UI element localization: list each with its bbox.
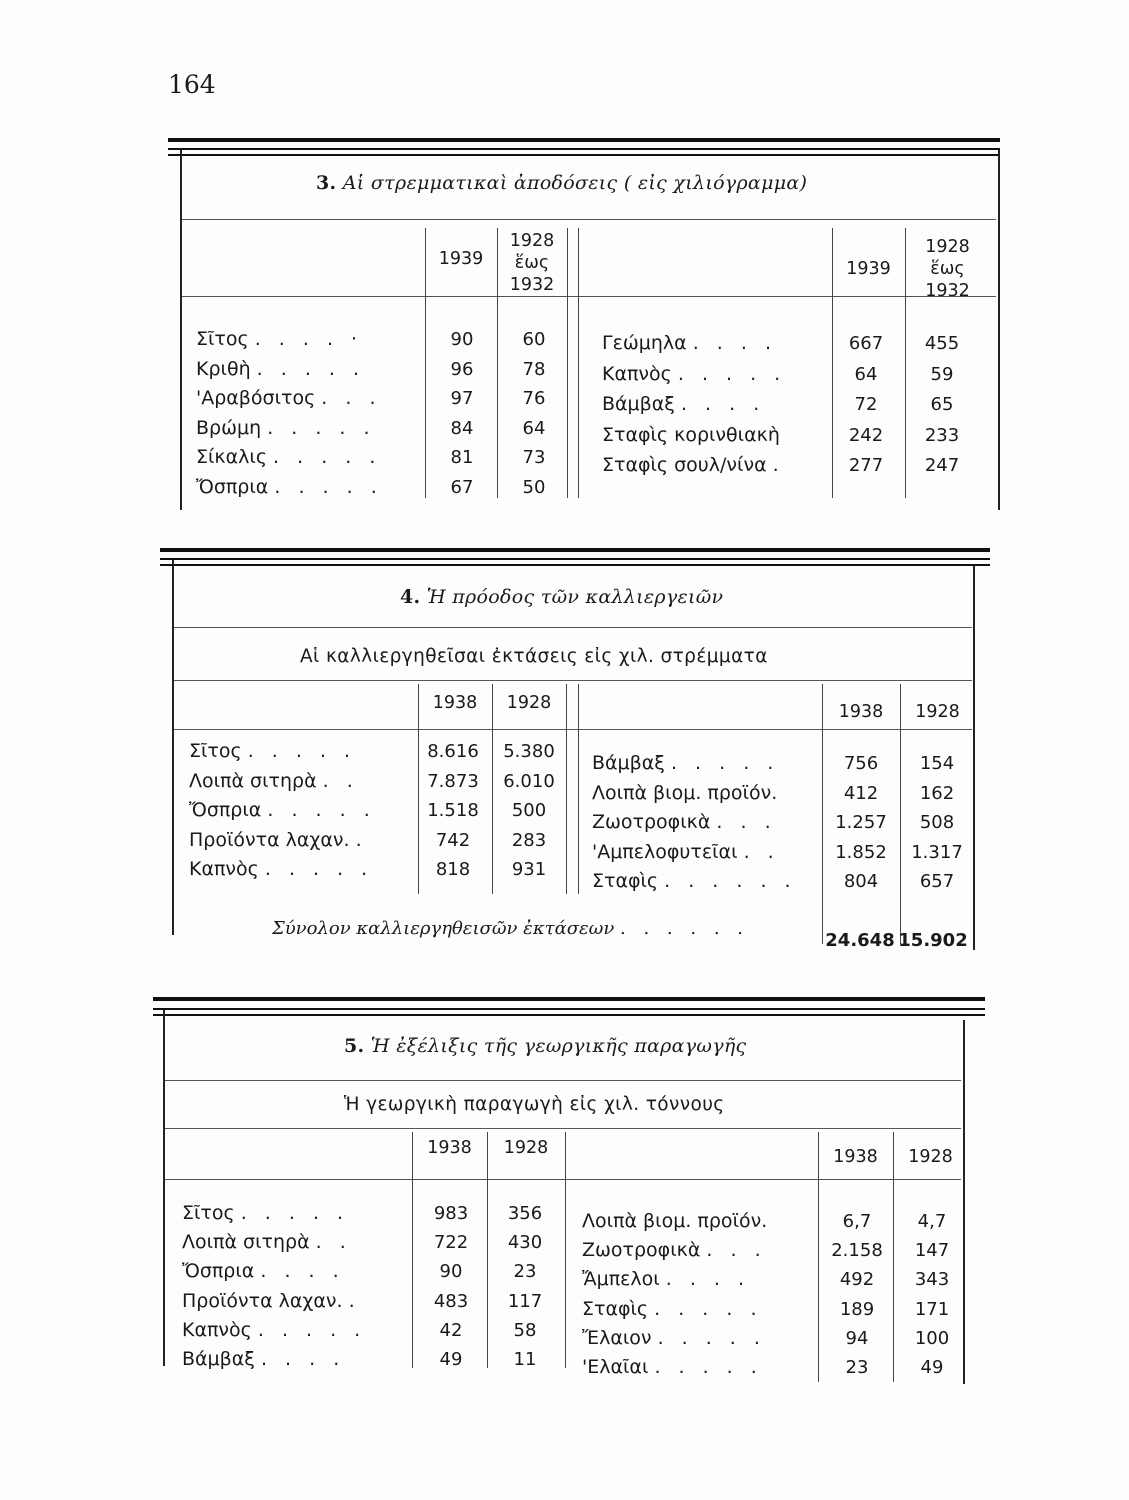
cell-value: 59 xyxy=(930,363,954,385)
header-1928-left: 1928 xyxy=(506,693,552,713)
cell-value: 343 xyxy=(914,1269,950,1291)
row-leader-dots: . xyxy=(772,454,785,476)
header-1928-right: 1928 xyxy=(908,1147,953,1167)
cell-value: 5.380 xyxy=(503,741,555,762)
cell-value: 23 xyxy=(845,1357,869,1378)
cell-value: 84 xyxy=(450,417,474,439)
cell-value: 49 xyxy=(920,1357,944,1378)
row-leader-dots: . . . . . xyxy=(247,740,357,762)
cell-value: 8.616 xyxy=(427,741,479,762)
cell-value: 508 xyxy=(919,812,955,833)
row-label xyxy=(196,414,376,443)
cell-value: 756 xyxy=(843,753,879,774)
cell-value: 818 xyxy=(435,859,471,880)
cell-value: 117 xyxy=(507,1290,543,1312)
cell-value: 6,7 xyxy=(842,1211,872,1232)
cell-value: 722 xyxy=(433,1232,469,1254)
row-leader-dots: . . . . xyxy=(260,1348,346,1370)
row-label xyxy=(582,1236,767,1265)
row-leader-dots: . . . . xyxy=(692,332,777,354)
cell-value: 96 xyxy=(450,358,474,380)
row-label xyxy=(182,1316,366,1345)
row-label-text: Σταφὶς σουλ/νίνα xyxy=(602,454,767,476)
row-leader-dots: . . . . . xyxy=(267,416,376,439)
cell-value: 804 xyxy=(843,871,879,892)
row-leader-dots: . . xyxy=(322,769,359,792)
cell-value: 657 xyxy=(919,871,955,892)
row-label xyxy=(182,1287,361,1316)
row-label xyxy=(592,749,779,778)
cell-value: 247 xyxy=(924,455,960,476)
row-label xyxy=(189,767,359,796)
cell-value: 147 xyxy=(914,1240,950,1262)
row-leader-dots: . . . . . xyxy=(264,858,374,880)
cell-value: 492 xyxy=(839,1269,875,1291)
row-label-text: Σῖτος xyxy=(189,740,242,762)
row-leader-dots: . . . xyxy=(321,387,382,409)
total-1938: 24.648 xyxy=(825,930,895,951)
row-label-text: Προϊόντα λαχαν. xyxy=(189,828,350,851)
cell-value: 60 xyxy=(522,329,546,350)
row-label-text: Ὄσπρια xyxy=(189,799,262,821)
row-leader-dots: . . . . . xyxy=(274,475,383,498)
cell-value: 412 xyxy=(843,782,879,804)
cell-value: 983 xyxy=(433,1203,469,1224)
cell-value: 64 xyxy=(522,417,546,439)
row-label xyxy=(196,325,363,354)
row-label xyxy=(182,1228,352,1257)
row-label xyxy=(196,355,365,384)
row-leader-dots: . . . . xyxy=(665,1268,751,1291)
row-label-text: Καπνὸς xyxy=(189,858,259,880)
row-leader-dots: . . . xyxy=(716,811,777,833)
row-leader-dots: . . . xyxy=(706,1239,767,1262)
row-leader-dots: . . . . . xyxy=(654,1297,763,1320)
row-label xyxy=(602,390,765,419)
row-label-text: Σταφὶς κορινθιακὴ xyxy=(602,423,780,446)
cell-value: 94 xyxy=(845,1327,869,1349)
row-label xyxy=(196,443,381,472)
row-label xyxy=(592,779,777,808)
row-label-text: Καπνὸς xyxy=(182,1318,252,1341)
header-1939-right: 1939 xyxy=(846,259,891,279)
cell-value: 455 xyxy=(924,333,960,354)
row-label-text: Ἄμπελοι xyxy=(582,1268,660,1291)
cell-value: 78 xyxy=(522,358,546,380)
row-label-text: Λοιπὰ σιτηρὰ xyxy=(182,1231,310,1254)
row-label xyxy=(189,855,373,884)
cell-value: 64 xyxy=(854,363,878,385)
section-4-title: 4. Ἡ πρόοδος τῶν καλλιεργειῶν xyxy=(400,586,724,608)
row-label xyxy=(189,826,368,855)
cell-value: 90 xyxy=(450,329,474,350)
row-label-text: Σταφὶς xyxy=(582,1297,649,1320)
cell-value: 483 xyxy=(433,1290,469,1312)
cell-value: 67 xyxy=(450,476,474,498)
header-1939-left: 1939 xyxy=(438,249,484,269)
header-1928-1932-left: 1928 ἕως 1932 xyxy=(509,231,555,295)
row-label-text: Σταφὶς xyxy=(592,870,659,892)
cell-value: 11 xyxy=(513,1349,537,1370)
header-1938-right: 1938 xyxy=(833,1147,878,1167)
cell-value: 277 xyxy=(848,455,884,476)
row-label xyxy=(592,808,777,837)
row-leader-dots: . . . . . xyxy=(654,1356,763,1378)
total-1928: 15.902 xyxy=(898,930,968,951)
section-4-subtitle: Αἱ καλλιεργηθεῖσαι ἐκτάσεις εἰς χιλ. στρέμματα xyxy=(300,646,768,667)
row-leader-dots: . . . . . xyxy=(256,357,366,380)
row-label-text: 'Αμπελοφυτεῖαι xyxy=(592,840,738,863)
row-label xyxy=(602,360,786,389)
row-leader-dots: . xyxy=(348,1289,361,1312)
cell-value: 171 xyxy=(914,1298,950,1320)
row-leader-dots: . . . . . xyxy=(657,1326,766,1349)
cell-value: 100 xyxy=(914,1327,950,1349)
row-leader-dots: . . . . . xyxy=(257,1318,367,1341)
row-label-text: Κριθὴ xyxy=(196,357,251,380)
row-label-text: Προϊόντα λαχαν. xyxy=(182,1289,343,1312)
cell-value: 154 xyxy=(919,753,955,774)
cell-value: 667 xyxy=(848,333,884,354)
cell-value: 1.518 xyxy=(427,800,479,821)
row-label xyxy=(602,451,785,480)
row-label xyxy=(602,329,777,358)
row-label-text: 'Αραβόσιτος xyxy=(196,387,316,409)
row-leader-dots: . . . . . xyxy=(670,752,780,774)
row-label-text: Ζωοτροφικὰ xyxy=(592,811,711,833)
cell-value: 189 xyxy=(839,1298,875,1320)
cell-value: 7.873 xyxy=(427,770,479,792)
cell-value: 90 xyxy=(439,1261,463,1283)
row-label xyxy=(196,384,382,413)
row-leader-dots: . . . . · xyxy=(254,328,364,350)
total-label: Σύνολον καλλιεργηθεισῶν ἐκτάσεων . . . . . . xyxy=(272,918,749,939)
cell-value: 42 xyxy=(439,1319,463,1341)
cell-value: 500 xyxy=(511,800,547,821)
row-leader-dots: . . . . . xyxy=(273,446,382,468)
row-leader-dots: . . xyxy=(315,1231,352,1254)
row-label-text: Ὄσπρια xyxy=(196,475,269,498)
row-leader-dots: . . . . . xyxy=(677,362,787,385)
cell-value: 97 xyxy=(450,388,474,409)
row-label-text: Βρώμη xyxy=(196,416,262,439)
row-label xyxy=(592,867,797,896)
header-1928-left: 1928 xyxy=(503,1138,549,1158)
row-leader-dots: . xyxy=(355,828,368,851)
cell-value: 23 xyxy=(513,1261,537,1283)
row-label-text: Βάμβαξ xyxy=(602,393,675,415)
cell-value: 76 xyxy=(522,388,546,409)
cell-value: 233 xyxy=(924,424,960,446)
section-5-title: 5. Ἡ ἐξέλιξις τῆς γεωργικῆς παραγωγῆς xyxy=(344,1035,747,1057)
row-leader-dots: . . . . xyxy=(680,393,766,415)
row-label xyxy=(182,1345,345,1374)
cell-value: 73 xyxy=(522,447,546,468)
section-5-subtitle: Ἡ γεωργικὴ παραγωγὴ εἰς χιλ. τόννους xyxy=(344,1094,725,1115)
row-label xyxy=(189,796,376,825)
row-label xyxy=(592,838,780,867)
row-label xyxy=(582,1265,750,1294)
row-leader-dots: . . . . . xyxy=(267,799,376,821)
row-leader-dots: . . . . . xyxy=(240,1202,350,1224)
row-label-text: Ζωοτροφικὰ xyxy=(582,1239,701,1262)
cell-value: 931 xyxy=(511,859,547,880)
header-1938-left: 1938 xyxy=(432,693,478,713)
header-1928-1932-right: 1928 ἕως 1932 xyxy=(925,237,970,301)
cell-value: 81 xyxy=(450,447,474,468)
row-leader-dots: . . . . xyxy=(260,1260,345,1283)
page-number: 164 xyxy=(168,70,216,99)
row-label-text: Λοιπὰ βιομ. προϊόν. xyxy=(582,1210,768,1232)
row-label-text: Βάμβαξ xyxy=(182,1348,255,1370)
row-label-text: Σίκαλις xyxy=(196,446,267,468)
row-label-text: Βάμβαξ xyxy=(592,752,665,774)
cell-value: 356 xyxy=(507,1203,543,1224)
header-1928-right: 1928 xyxy=(915,702,960,722)
cell-value: 283 xyxy=(511,829,547,851)
row-label xyxy=(602,421,780,450)
cell-value: 58 xyxy=(513,1319,537,1341)
cell-value: 49 xyxy=(439,1349,463,1370)
header-1938-left: 1938 xyxy=(427,1138,472,1158)
cell-value: 742 xyxy=(435,829,471,851)
row-label-text: Ὄσπρια xyxy=(182,1260,255,1283)
cell-value: 162 xyxy=(919,782,955,804)
row-label xyxy=(189,737,356,766)
row-label-text: Λοιπὰ σιτηρὰ xyxy=(189,769,317,792)
row-label-text: Σῖτος xyxy=(182,1202,235,1224)
row-label-text: Ἔλαιον xyxy=(582,1326,652,1349)
cell-value: 50 xyxy=(522,476,546,498)
cell-value: 2.158 xyxy=(831,1240,883,1262)
row-label-text: Καπνὸς xyxy=(602,362,672,385)
cell-value: 4,7 xyxy=(917,1211,947,1232)
cell-value: 6.010 xyxy=(503,770,555,792)
row-label xyxy=(182,1257,345,1286)
row-label-text: Λοιπὰ βιομ. προϊόν. xyxy=(592,781,778,804)
row-label-text: 'Ελαῖαι xyxy=(582,1356,649,1378)
row-label xyxy=(196,473,383,502)
header-1938-right: 1938 xyxy=(838,702,884,722)
row-label xyxy=(182,1199,349,1228)
cell-value: 65 xyxy=(930,394,954,415)
cell-value: 1.317 xyxy=(911,841,963,863)
row-label-text: Γεώμηλα xyxy=(602,332,687,354)
row-leader-dots: . . . . . . xyxy=(664,870,797,892)
cell-value: 1.257 xyxy=(835,812,887,833)
row-label-text: Σῖτος xyxy=(196,328,249,350)
row-label xyxy=(582,1295,763,1324)
row-leader-dots: . . xyxy=(743,840,780,863)
cell-value: 1.852 xyxy=(835,841,887,863)
cell-value: 242 xyxy=(848,424,884,446)
cell-value: 72 xyxy=(854,394,878,415)
row-label xyxy=(582,1324,766,1353)
section-3-title: 3. Αἱ στρεμματικαὶ ἀποδόσεις ( εἰς χιλιόγραμμα) xyxy=(316,172,808,194)
cell-value: 430 xyxy=(507,1232,543,1254)
row-label xyxy=(582,1353,763,1382)
row-label xyxy=(582,1207,767,1236)
